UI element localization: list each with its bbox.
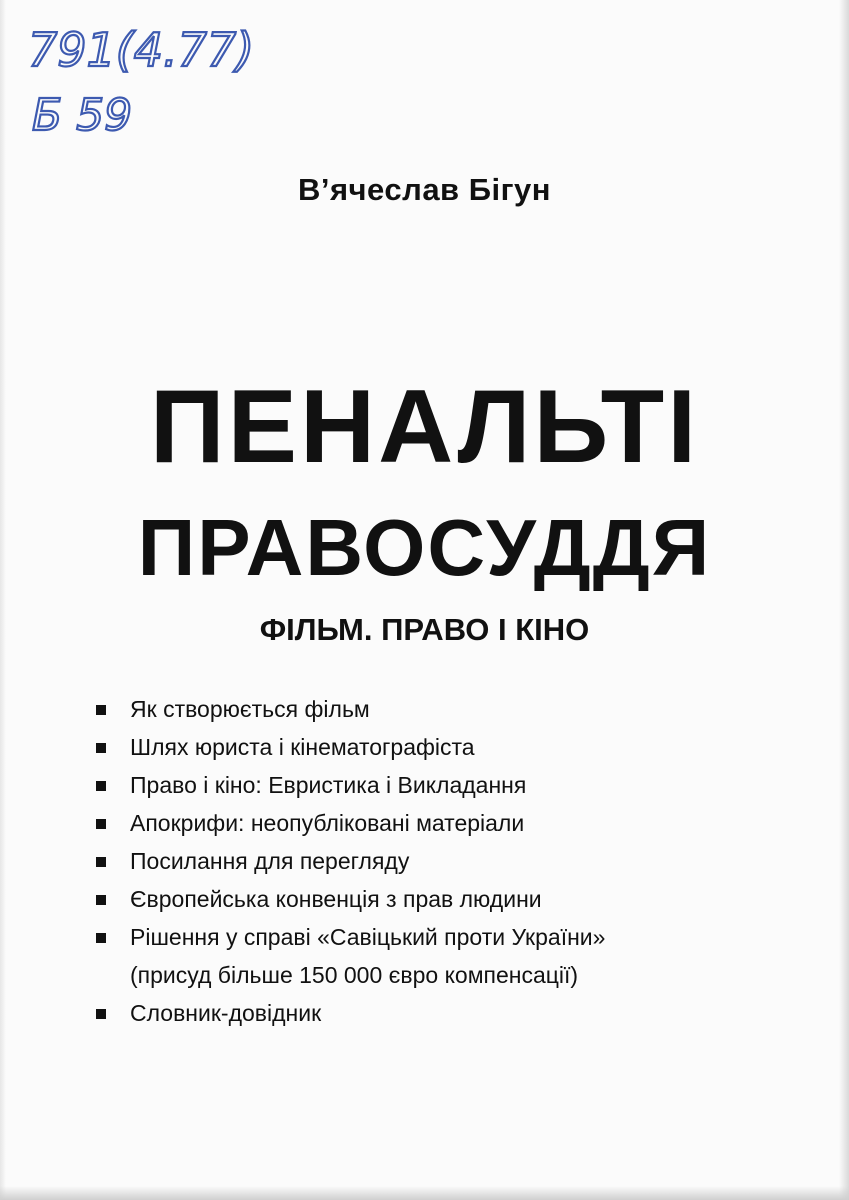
bullet-square-icon <box>96 857 106 867</box>
feature-text: Посилання для перегляду <box>130 848 410 874</box>
book-subtitle: ФІЛЬМ. ПРАВО І КІНО <box>259 612 590 647</box>
bullet-square-icon <box>96 819 106 829</box>
handwritten-shelfmark <box>20 8 255 158</box>
feature-item <box>96 728 796 766</box>
book-title-line-2: ПРАВОСУДДЯ <box>137 503 712 592</box>
book-title-line-1: ПЕНАЛЬТІ <box>149 369 700 485</box>
bullet-square-icon <box>96 705 106 715</box>
bullet-square-icon <box>96 933 106 943</box>
feature-item <box>96 994 796 1032</box>
feature-item <box>96 842 796 880</box>
feature-item <box>96 766 796 804</box>
feature-text: Як створюється фільм <box>130 696 370 722</box>
feature-note: (присуд більше 150 000 євро компенсації) <box>130 962 579 988</box>
bullet-square-icon <box>96 781 106 791</box>
feature-text: Право і кіно: Евристика і Викладання <box>130 772 527 798</box>
feature-text: Європейська конвенція з прав людини <box>130 886 542 912</box>
feature-list <box>96 690 796 1032</box>
bullet-square-icon <box>96 1009 106 1019</box>
page-edge-bottom <box>0 1186 849 1200</box>
feature-item <box>96 690 796 728</box>
feature-text: Рішення у справі «Савіцький проти України» <box>130 924 606 950</box>
feature-text: Апокрифи: неопубліковані матеріали <box>130 810 525 836</box>
feature-item <box>96 918 796 994</box>
feature-item <box>96 804 796 842</box>
author-name: В’ячеслав Бігун <box>297 172 552 207</box>
feature-item <box>96 880 796 918</box>
shelfmark-line-1: 791(4.77) <box>28 23 255 77</box>
feature-text: Шлях юриста і кінематографіста <box>130 734 475 760</box>
feature-text: Словник-довідник <box>130 1000 322 1026</box>
shelfmark-line-2: Б 59 <box>32 90 133 141</box>
bullet-square-icon <box>96 743 106 753</box>
bullet-square-icon <box>96 895 106 905</box>
